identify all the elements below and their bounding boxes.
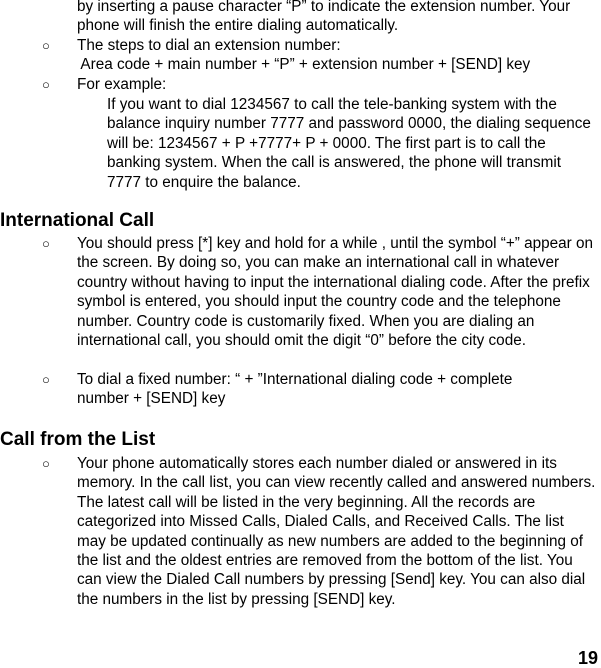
- bullet-circle-icon: ○: [42, 38, 50, 53]
- extension-steps-label: The steps to dial an extension number:: [77, 37, 341, 54]
- extension-steps-formula: Area code + main number + “P” + extension number + [SEND] key: [77, 56, 531, 73]
- page-number: 19: [578, 648, 599, 668]
- bullet-circle-icon: ○: [42, 236, 50, 251]
- international-paragraph-2: To dial a fixed number: “ + ”International dialing code + complete number + [SEND] key: [77, 371, 513, 408]
- call-list-paragraph: Your phone automatically stores each number dialed or answered in its memory. In the call list, you can view recently called and answered numbers. The latest call will be listed in the very beginning. All the records are categorized into Missed Calls, Dialed Calls, and Received Calls. The list may be updated continually as new numbers are added to the beginning of the list and the oldest entries are removed from the bottom of the list. You can view the Dialed Call numbers by pressing [Send] key. You can also dial the numbers in the list by pressing [SEND] key.: [77, 455, 596, 608]
- continuation-paragraph: by inserting a pause character “P” to indicate the extension number. Your phone will finish the entire dialing automatically.: [77, 0, 571, 35]
- bullet-circle-icon: ○: [42, 77, 50, 92]
- bullet-circle-icon: ○: [42, 372, 50, 387]
- international-call-heading: International Call: [0, 210, 155, 231]
- international-paragraph-1: You should press [*] key and hold for a while , until the symbol “+” appear on the screen. By doing so, you can make an international call in whatever country without having to input the international dialing code. After the prefix symbol is entered, you should input the country code and the telephone number. Country code is customarily fixed. When you are dialing an international call, you should omit the digit “0” before the city code.: [77, 235, 594, 350]
- call-from-list-heading: Call from the List: [0, 429, 156, 450]
- example-label: For example:: [77, 76, 167, 93]
- bullet-circle-icon: ○: [42, 456, 50, 471]
- example-paragraph: If you want to dial 1234567 to call the tele-banking system with the balance inquiry number 7777 and password 0000, the dialing sequence will be: 1234567 + P +7777+ P + 0000. The first part is to call the banking system. When the call is answered, the phone will transmit 7777 to enquire the balance.: [107, 96, 591, 191]
